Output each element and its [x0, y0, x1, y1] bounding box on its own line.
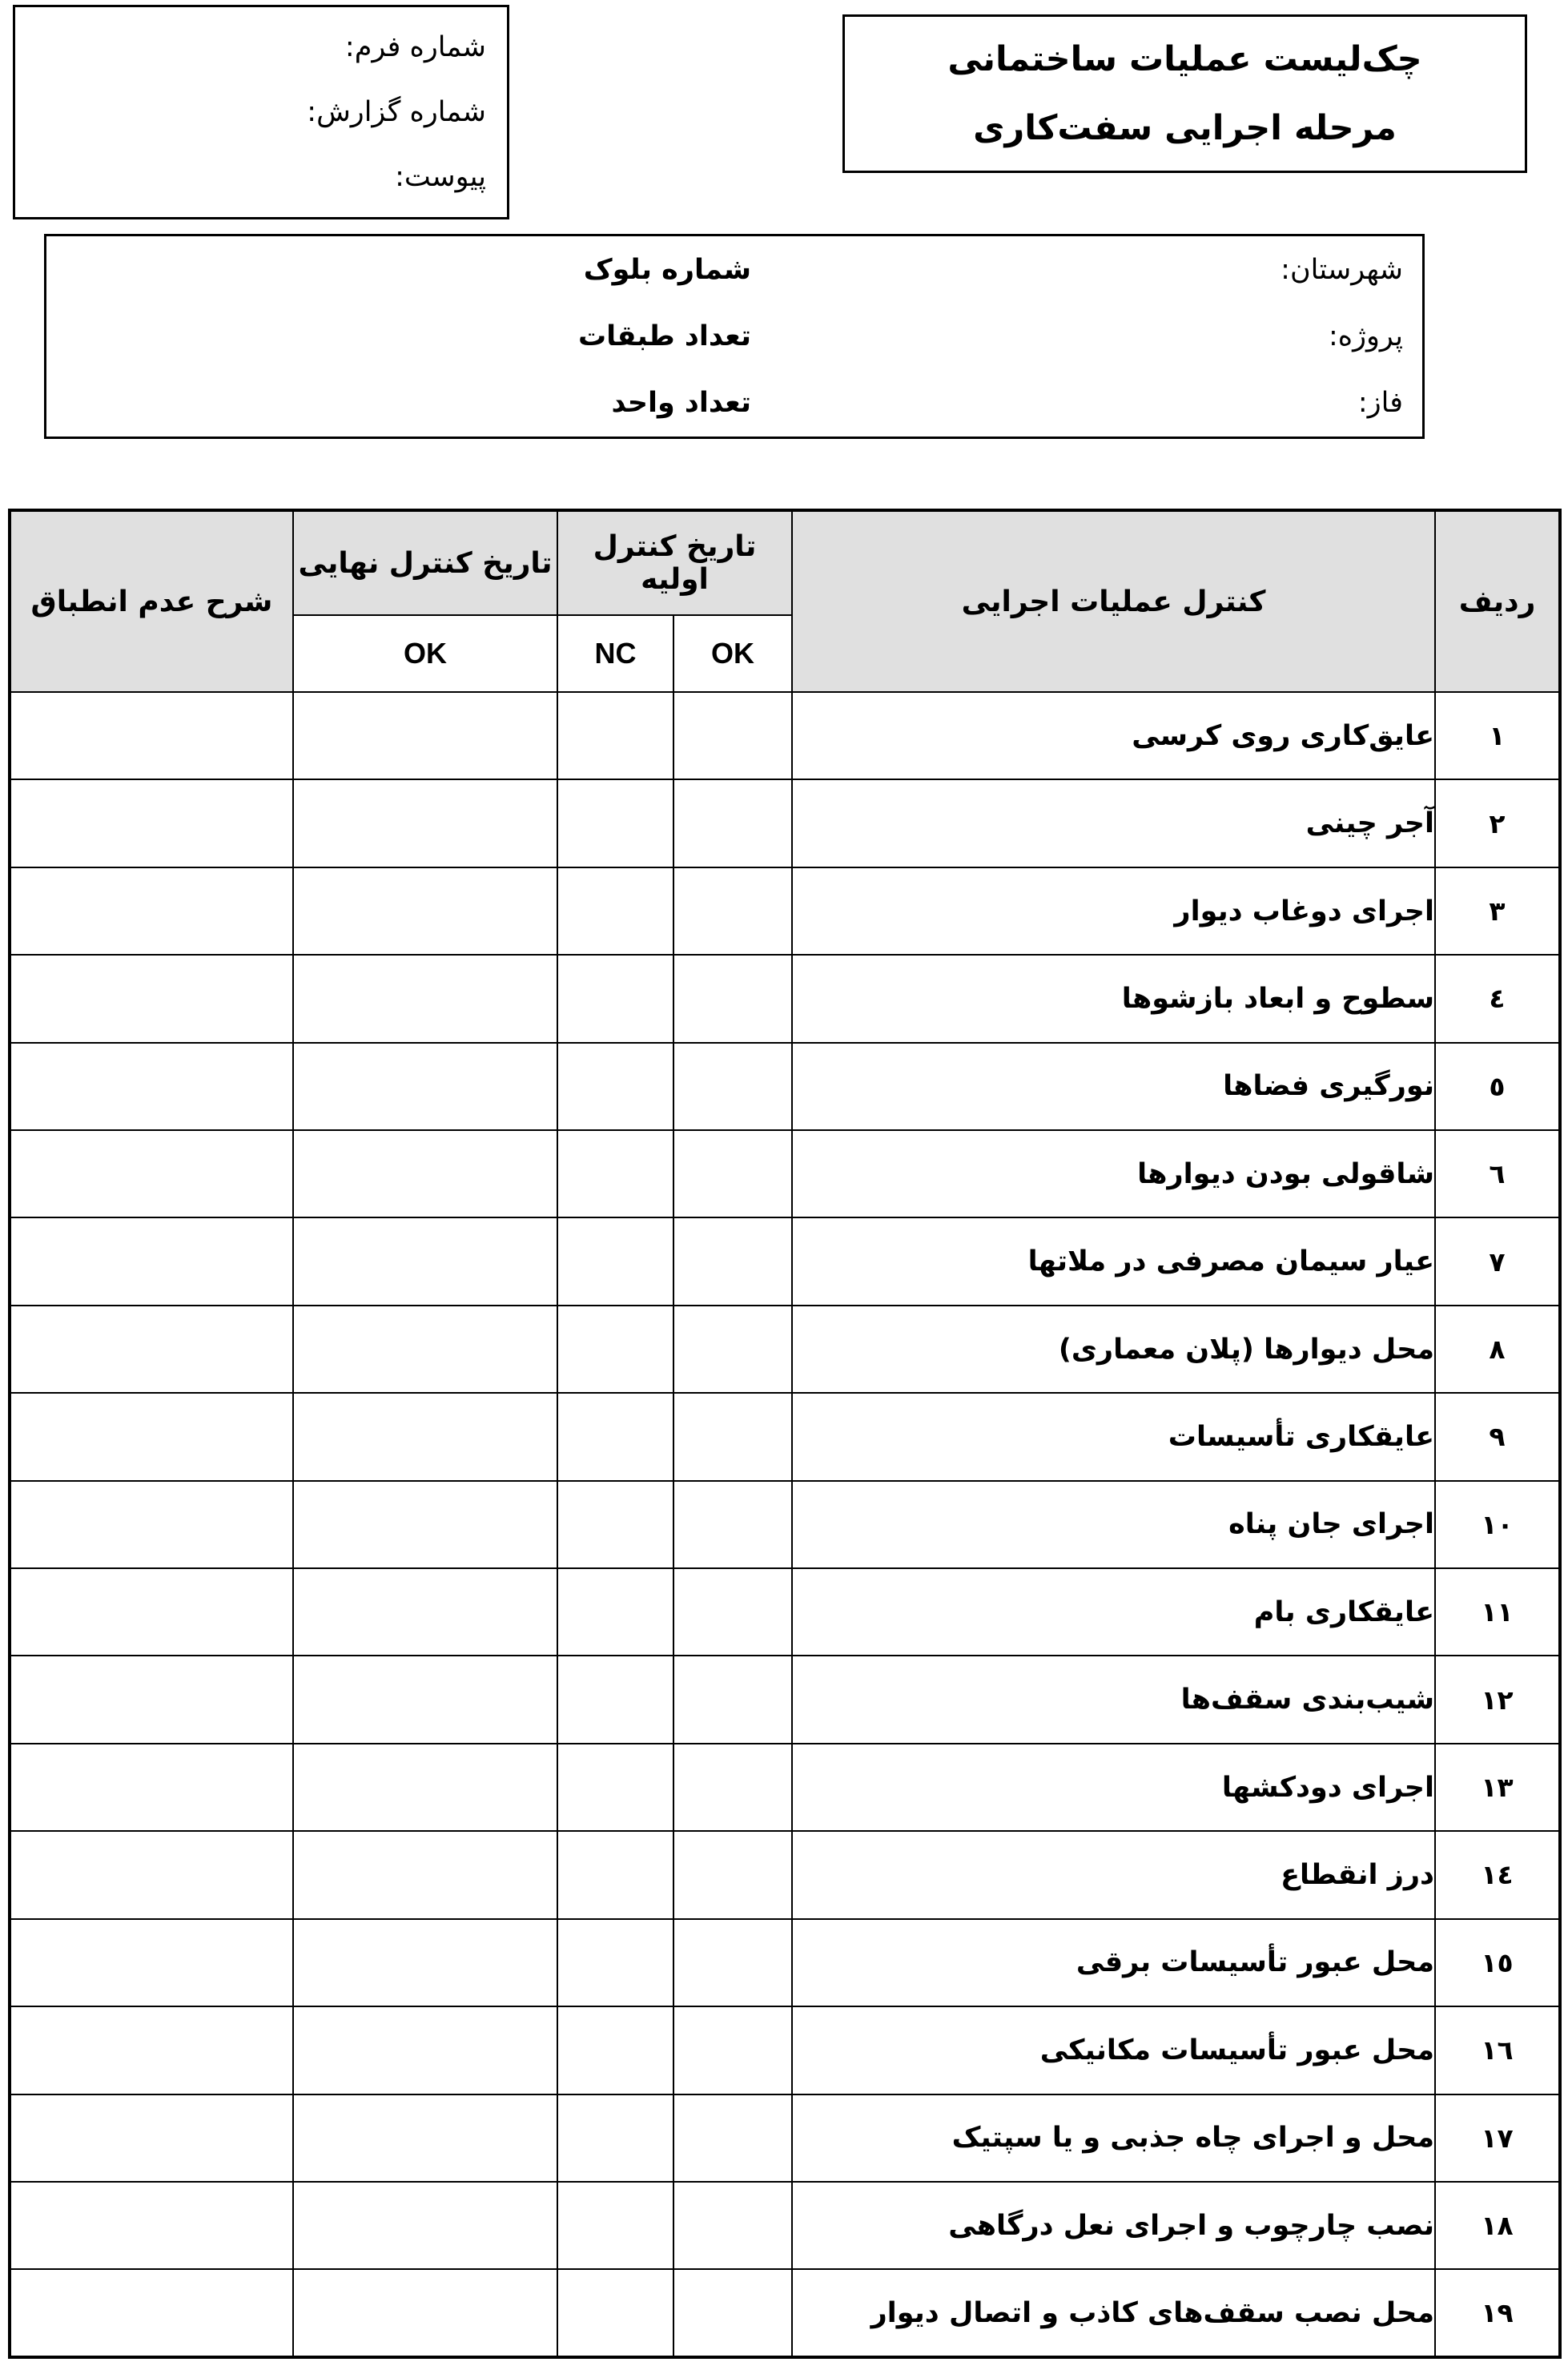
initial-nc-cell: [557, 2182, 673, 2269]
initial-nc-cell: [557, 1919, 673, 2006]
operation-item-cell: نورگیری فضاها: [792, 1043, 1435, 1130]
initial-nc-cell: [557, 1568, 673, 1656]
row-number-cell: ٦: [1435, 1130, 1560, 1217]
operation-item-cell: محل عبور تأسیسات مکانیکی: [792, 2006, 1435, 2094]
table-row: [10, 1656, 1560, 1743]
table-row: [10, 1481, 1560, 1568]
form-meta-box: [13, 5, 509, 219]
initial-ok-cell: [673, 1130, 792, 1217]
initial-ok-cell: [673, 867, 792, 955]
initial-nc-cell: [557, 2269, 673, 2357]
nonconformity-cell: [10, 1919, 293, 2006]
operation-item-cell: نصب چارچوب و اجرای نعل درگاهی: [792, 2182, 1435, 2269]
report-number-label: شماره گزارش:: [307, 95, 486, 128]
final-ok-cell: [293, 2094, 557, 2182]
operation-item-cell: درز انقطاع: [792, 1831, 1435, 1918]
nonconformity-cell: [10, 1043, 293, 1130]
initial-ok-cell: [673, 1656, 792, 1743]
operation-item-cell: محل و اجرای چاه جذبی و یا سپتیک: [792, 2094, 1435, 2182]
final-ok-cell: [293, 1481, 557, 1568]
nonconformity-cell: [10, 779, 293, 867]
nonconformity-cell: [10, 1744, 293, 1831]
final-ok-cell: [293, 2269, 557, 2357]
final-ok-cell: [293, 1919, 557, 2006]
final-ok-cell: [293, 1656, 557, 1743]
operation-item-cell: محل عبور تأسیسات برقی: [792, 1919, 1435, 2006]
table-row: [10, 2094, 1560, 2182]
row-number-cell: ١٧: [1435, 2094, 1560, 2182]
header-initial-nc: NC: [557, 615, 673, 692]
final-ok-cell: [293, 779, 557, 867]
final-ok-cell: [293, 1831, 557, 1918]
attachment-label: پیوست:: [395, 160, 486, 193]
initial-nc-cell: [557, 955, 673, 1042]
nonconformity-cell: [10, 2006, 293, 2094]
table-row: [10, 2182, 1560, 2269]
initial-nc-cell: [557, 692, 673, 779]
table-row: [10, 955, 1560, 1042]
project-label: پروژه:: [1329, 320, 1403, 352]
header-operation-control: کنترل عملیات اجرایی: [792, 510, 1435, 692]
operation-item-cell: محل دیوارها (پلان معماری): [792, 1306, 1435, 1393]
initial-nc-cell: [557, 1393, 673, 1480]
initial-nc-cell: [557, 1306, 673, 1393]
header-initial-control-date: تاریخ کنترل اولیه: [557, 510, 792, 615]
row-number-cell: ١٣: [1435, 1744, 1560, 1831]
row-number-cell: ٨: [1435, 1306, 1560, 1393]
initial-ok-cell: [673, 2182, 792, 2269]
row-number-cell: ١٠: [1435, 1481, 1560, 1568]
page-title: چک‌لیست عملیات ساختمانی: [947, 39, 1422, 79]
table-row: [10, 1744, 1560, 1831]
row-number-cell: ٩: [1435, 1393, 1560, 1480]
initial-ok-cell: [673, 1481, 792, 1568]
project-info-middle-column: [578, 236, 751, 437]
row-number-cell: ١٥: [1435, 1919, 1560, 2006]
table-row: [10, 1306, 1560, 1393]
initial-ok-cell: [673, 1568, 792, 1656]
initial-nc-cell: [557, 2094, 673, 2182]
table-row: [10, 1130, 1560, 1217]
initial-ok-cell: [673, 1306, 792, 1393]
initial-nc-cell: [557, 867, 673, 955]
nonconformity-cell: [10, 1217, 293, 1305]
operation-item-cell: سطوح و ابعاد بازشوها: [792, 955, 1435, 1042]
nonconformity-cell: [10, 1306, 293, 1393]
nonconformity-cell: [10, 1656, 293, 1743]
initial-ok-cell: [673, 692, 792, 779]
operation-item-cell: عایق‌کاری روی کرسی: [792, 692, 1435, 779]
nonconformity-cell: [10, 1481, 293, 1568]
nonconformity-cell: [10, 2182, 293, 2269]
operation-item-cell: عیار سیمان مصرفی در ملاتها: [792, 1217, 1435, 1305]
initial-ok-cell: [673, 1043, 792, 1130]
table-row: [10, 1568, 1560, 1656]
operation-item-cell: محل نصب سقف‌های کاذب و اتصال دیوار: [792, 2269, 1435, 2357]
final-ok-cell: [293, 2006, 557, 2094]
block-number-label: شماره بلوک: [583, 253, 751, 286]
row-number-cell: ١٢: [1435, 1656, 1560, 1743]
nonconformity-cell: [10, 1831, 293, 1918]
checklist-table-container: [11, 509, 1562, 2359]
row-number-cell: ١٩: [1435, 2269, 1560, 2357]
initial-ok-cell: [673, 1744, 792, 1831]
initial-ok-cell: [673, 1217, 792, 1305]
table-row: [10, 1043, 1560, 1130]
header-final-ok: OK: [293, 615, 557, 692]
project-info-box: [44, 234, 1425, 439]
initial-nc-cell: [557, 1831, 673, 1918]
initial-ok-cell: [673, 955, 792, 1042]
table-row: [10, 692, 1560, 779]
header-nonconformity-description: شرح عدم انطباق: [10, 510, 293, 692]
final-ok-cell: [293, 1393, 557, 1480]
row-number-cell: ٤: [1435, 955, 1560, 1042]
initial-nc-cell: [557, 1130, 673, 1217]
operation-item-cell: اجرای دودکشها: [792, 1744, 1435, 1831]
nonconformity-cell: [10, 955, 293, 1042]
row-number-cell: ٣: [1435, 867, 1560, 955]
nonconformity-cell: [10, 1568, 293, 1656]
table-row: [10, 1831, 1560, 1918]
row-number-cell: ١١: [1435, 1568, 1560, 1656]
nonconformity-cell: [10, 2269, 293, 2357]
row-number-cell: ١: [1435, 692, 1560, 779]
nonconformity-cell: [10, 2094, 293, 2182]
initial-ok-cell: [673, 779, 792, 867]
checklist-table: [8, 509, 1562, 2359]
table-row: [10, 1393, 1560, 1480]
checklist-table-header: [10, 510, 1560, 692]
final-ok-cell: [293, 1306, 557, 1393]
initial-ok-cell: [673, 2006, 792, 2094]
nonconformity-cell: [10, 867, 293, 955]
table-row: [10, 2006, 1560, 2094]
header-row-top: [10, 510, 1560, 615]
initial-nc-cell: [557, 1481, 673, 1568]
final-ok-cell: [293, 1568, 557, 1656]
operation-item-cell: عایقکاری بام: [792, 1568, 1435, 1656]
final-ok-cell: [293, 955, 557, 1042]
initial-ok-cell: [673, 2094, 792, 2182]
row-number-cell: ٢: [1435, 779, 1560, 867]
initial-nc-cell: [557, 1043, 673, 1130]
table-row: [10, 1919, 1560, 2006]
unit-count-label: تعداد واحد: [611, 387, 751, 420]
final-ok-cell: [293, 1130, 557, 1217]
page-subtitle: مرحله اجرایی سفت‌کاری: [973, 108, 1397, 148]
final-ok-cell: [293, 692, 557, 779]
initial-ok-cell: [673, 1393, 792, 1480]
operation-item-cell: اجرای جان پناه: [792, 1481, 1435, 1568]
row-number-cell: ٥: [1435, 1043, 1560, 1130]
header-final-control-date: تاریخ کنترل نهایی: [293, 510, 557, 615]
row-number-cell: ١٨: [1435, 2182, 1560, 2269]
initial-nc-cell: [557, 2006, 673, 2094]
final-ok-cell: [293, 2182, 557, 2269]
header-initial-ok: OK: [673, 615, 792, 692]
operation-item-cell: آجر چینی: [792, 779, 1435, 867]
operation-item-cell: شیب‌بندی سقف‌ها: [792, 1656, 1435, 1743]
final-ok-cell: [293, 1043, 557, 1130]
checklist-table-body: [10, 692, 1560, 2357]
table-row: [10, 867, 1560, 955]
project-info-right-column: [1281, 236, 1403, 437]
final-ok-cell: [293, 867, 557, 955]
initial-nc-cell: [557, 1744, 673, 1831]
table-row: [10, 1217, 1560, 1305]
nonconformity-cell: [10, 1393, 293, 1480]
floor-count-label: تعداد طبقات: [577, 320, 751, 352]
operation-item-cell: عایقکاری تأسیسات: [792, 1393, 1435, 1480]
final-ok-cell: [293, 1744, 557, 1831]
initial-nc-cell: [557, 1217, 673, 1305]
phase-label: فاز:: [1357, 387, 1403, 420]
county-label: شهرستان:: [1281, 253, 1403, 286]
title-box: [842, 14, 1527, 173]
nonconformity-cell: [10, 692, 293, 779]
initial-ok-cell: [673, 1919, 792, 2006]
row-number-cell: ١٦: [1435, 2006, 1560, 2094]
final-ok-cell: [293, 1217, 557, 1305]
row-number-cell: ٧: [1435, 1217, 1560, 1305]
table-row: [10, 2269, 1560, 2357]
header-row-number: ردیف: [1435, 510, 1560, 692]
initial-ok-cell: [673, 1831, 792, 1918]
form-number-label: شماره فرم:: [344, 31, 486, 64]
row-number-cell: ١٤: [1435, 1831, 1560, 1918]
operation-item-cell: اجرای دوغاب دیوار: [792, 867, 1435, 955]
operation-item-cell: شاقولی بودن دیوارها: [792, 1130, 1435, 1217]
table-row: [10, 779, 1560, 867]
nonconformity-cell: [10, 1130, 293, 1217]
initial-ok-cell: [673, 2269, 792, 2357]
initial-nc-cell: [557, 779, 673, 867]
initial-nc-cell: [557, 1656, 673, 1743]
